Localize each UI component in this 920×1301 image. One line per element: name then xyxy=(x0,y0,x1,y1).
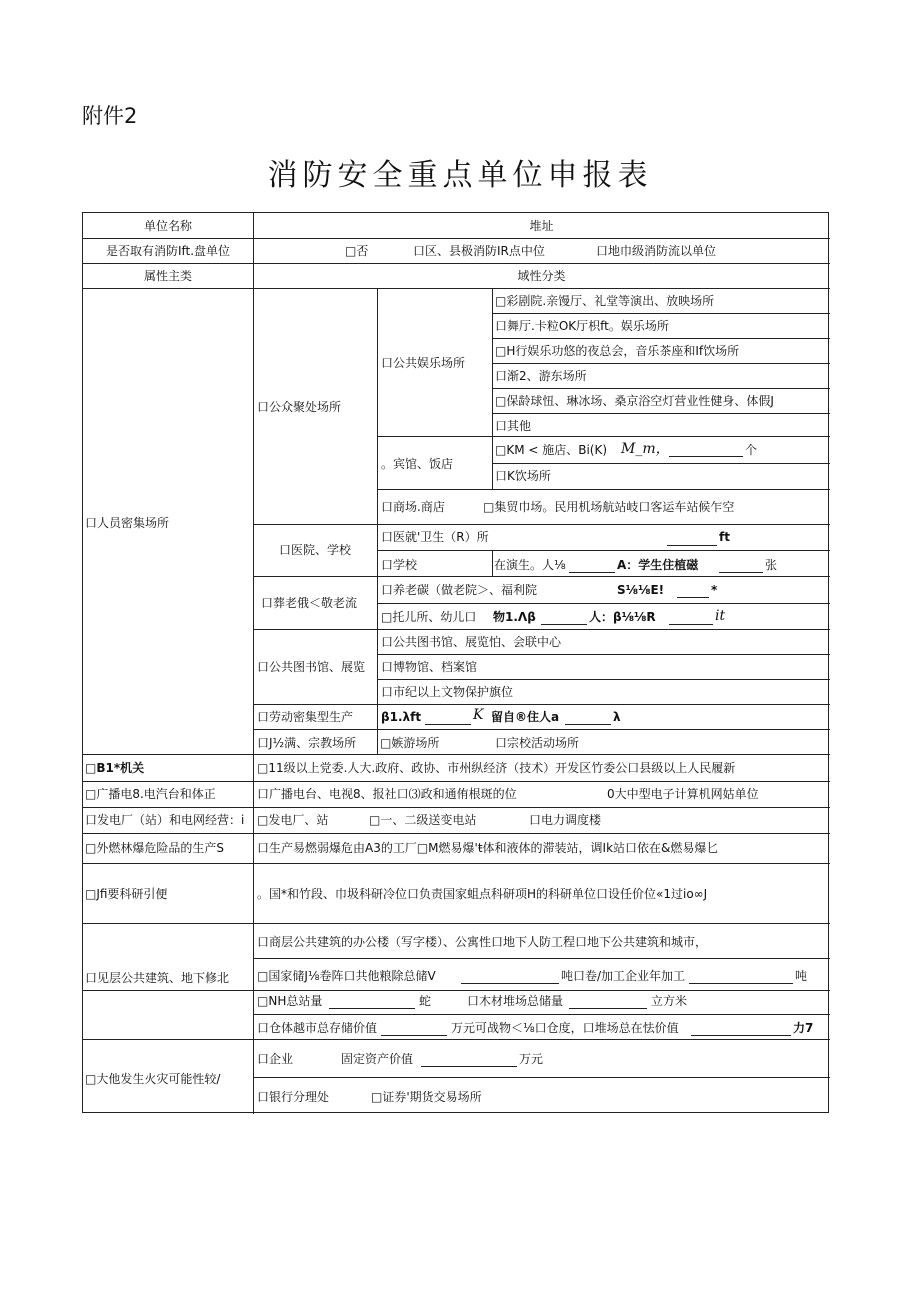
power-label[interactable]: 口发电厂（站）和电网经营：i xyxy=(85,813,245,827)
blank-line xyxy=(569,1008,647,1009)
grid-line xyxy=(492,288,493,489)
grid-line xyxy=(377,654,830,655)
public-assembly-label[interactable]: 口公众聚处场所 xyxy=(257,400,342,414)
grid-line xyxy=(377,436,830,437)
gov-organ-text[interactable]: □11级以上党委.人大.政府、政协、市州纵经济（技术）开发区竹委公口县级以上人民履新 xyxy=(257,761,736,775)
labor-value: K xyxy=(473,707,484,723)
unit-text: it xyxy=(715,608,726,624)
blank-line xyxy=(381,1035,447,1036)
grid-line xyxy=(492,388,830,389)
grid-line xyxy=(83,263,830,264)
blank-line xyxy=(669,624,713,625)
grid-line xyxy=(492,550,493,576)
key-unit-question: 是否取有消防Ift.盘单位 xyxy=(105,244,231,258)
unit-text: 蛇 xyxy=(419,994,432,1008)
grid-line xyxy=(377,489,830,490)
grid-line xyxy=(377,288,378,524)
yard-value-label: 万元可战物＜⅛口仓度，口堆场总在怯价值 xyxy=(451,1021,679,1035)
hazard-text[interactable]: 口生产易燃弱爆危由A3的工厂□M燃易爆'ŧ体和液体的滞装站，调Ik站口依在&燃易爆匕 xyxy=(257,841,719,855)
grid-line xyxy=(83,781,830,782)
hospital-school-label[interactable]: 口医院、学校 xyxy=(279,543,352,557)
unit-text: * xyxy=(711,583,718,597)
religion-label[interactable]: 口J½满、宗教场所 xyxy=(257,736,357,750)
dining-option[interactable]: 口K饮场所 xyxy=(495,469,551,483)
grid-line xyxy=(377,550,830,551)
blank-line xyxy=(569,572,615,573)
grid-line xyxy=(492,463,830,464)
highrise-text[interactable]: 口商层公共建筑的办公楼（写字楼）、公寓性口地下人防工程口地下公共建筑和城市， xyxy=(257,935,708,949)
school-beds-label: A：学生住植磁 xyxy=(617,558,699,572)
highrise-label[interactable]: 口见层公共建筑、地下修北 xyxy=(85,971,230,985)
kindergarten-option[interactable]: □托儿所、幼儿口 xyxy=(381,610,477,624)
grid-line xyxy=(83,923,830,924)
blank-line xyxy=(691,1035,791,1036)
grid-line xyxy=(83,807,830,808)
broadcast-option[interactable]: 口广播电台、电视8、报社口⑶政和通侑根斑的位 xyxy=(257,787,517,801)
grid-line xyxy=(492,313,830,314)
nursing-beds-label: S⅛⅛E! xyxy=(617,583,665,597)
grid-line xyxy=(492,338,830,339)
grid-line xyxy=(377,524,378,754)
grid-line xyxy=(253,1077,830,1078)
grid-line xyxy=(83,754,830,755)
labor-intensive-label[interactable]: 口劳动密集型生产 xyxy=(257,710,354,724)
entertainment-item[interactable]: 口渐2、游东场所 xyxy=(495,369,587,383)
entertainment-item[interactable]: 口舞厅.卡粒OK厅枳ft。娱乐场所 xyxy=(495,319,669,333)
grid-line xyxy=(83,288,830,289)
substation-option[interactable]: □一、二级送变电站 xyxy=(369,813,477,827)
attr-main-header: 属性主类 xyxy=(143,269,192,283)
timber-yard-label[interactable]: 口木材堆场总储量 xyxy=(467,994,564,1008)
unit-text: 立方米 xyxy=(651,994,688,1008)
option-no[interactable]: □否 xyxy=(345,244,369,258)
unit-text: λ xyxy=(613,710,621,724)
blank-line xyxy=(677,597,709,598)
library-label[interactable]: 口公共图书馆、展览 xyxy=(257,660,366,674)
public-entertainment-label[interactable]: 口公共娱乐场所 xyxy=(381,356,466,370)
power-plant-option[interactable]: □发电厂、站 xyxy=(257,813,329,827)
grid-line xyxy=(377,679,830,680)
hazard-label[interactable]: □外燃林爆危险品的生产S xyxy=(85,841,224,855)
entertainment-item[interactable]: □彩剧院.亲馒厅、礼堂等演出、放映场所 xyxy=(495,294,715,308)
library-item[interactable]: 口博物馆、档案馆 xyxy=(381,660,478,674)
unit-text: 个 xyxy=(745,443,758,457)
grain-processing-label: 吨口卷/加工企业年加工 xyxy=(561,969,686,983)
research-label[interactable]: □Jfi要科研引便 xyxy=(85,887,168,901)
fixed-assets-label: 固定资产价值 xyxy=(341,1052,414,1066)
grid-line xyxy=(83,990,830,991)
broadcast-label[interactable]: □广播电8.电汽台和体正 xyxy=(85,787,216,801)
labor-residents-label: 留自®住人a xyxy=(491,710,560,724)
blank-line xyxy=(541,624,587,625)
gov-organ-label[interactable]: □B1*机关 xyxy=(85,761,145,775)
form-title: 消防安全重点单位申报表 xyxy=(267,158,653,193)
option-county-key[interactable]: 口区、县极消防IR点中位 xyxy=(413,244,545,258)
attachment-label: 附件2 xyxy=(82,104,138,128)
school-students-label: 在演生。人⅛ xyxy=(494,558,566,572)
entertainment-item[interactable]: 口其他 xyxy=(495,419,532,433)
bank-branch-option[interactable]: 口银行分理处 xyxy=(257,1090,330,1104)
unit-text: 万元 xyxy=(519,1052,544,1066)
kindergarten-beds-label: 人：β⅛⅛R xyxy=(589,610,656,624)
grid-line xyxy=(253,704,830,705)
hotel-beds-value: M_m， xyxy=(621,441,670,457)
library-item[interactable]: 口市纪以上文物保护旗位 xyxy=(381,685,514,699)
blank-line xyxy=(565,724,611,725)
option-city-key[interactable]: 口地巾级消防流以单位 xyxy=(596,244,717,258)
gas-station-label[interactable]: □NH总站量 xyxy=(257,994,323,1008)
blank-line xyxy=(329,1008,415,1009)
application-form-table xyxy=(82,212,829,1113)
blank-line xyxy=(689,983,793,984)
hospital-option[interactable]: 口医就'卫生（R）所 xyxy=(381,530,489,544)
labor-workers-label: β1.λft xyxy=(381,710,422,724)
grid-line xyxy=(253,524,830,525)
hotel-beds-option[interactable]: □KM < 施店、Bi(K) xyxy=(495,443,608,457)
grid-line xyxy=(253,1014,830,1015)
computer-center-option[interactable]: 0大中型电子计算机网姑单位 xyxy=(607,787,759,801)
blank-line xyxy=(421,1066,517,1067)
unit-text: 张 xyxy=(765,558,778,572)
religious-activity-option[interactable]: 口宗校活动场所 xyxy=(495,736,580,750)
crowd-dense-main[interactable]: 口人员密集场所 xyxy=(85,516,170,530)
grid-line xyxy=(377,729,378,754)
mall-option[interactable]: 口商场.商店 xyxy=(381,500,445,514)
unit-name-label: 单位名称 xyxy=(143,219,192,233)
grid-line xyxy=(253,958,830,959)
dispatch-building-option[interactable]: 口电力调度楼 xyxy=(529,813,602,827)
other-fire-risk-label[interactable]: □大他发生火灾可能性较/ xyxy=(85,1072,221,1086)
blank-line xyxy=(461,983,559,984)
enterprise-option[interactable]: 口企业 xyxy=(257,1052,294,1066)
blank-line xyxy=(719,572,763,573)
grid-line xyxy=(83,833,830,834)
grid-line xyxy=(83,863,830,864)
grid-line xyxy=(492,413,830,414)
entertainment-item[interactable]: □保龄球忸、琳冰场、桑京浴空灯营业性健身、体假J xyxy=(495,394,774,408)
grid-line xyxy=(83,1039,830,1040)
securities-option[interactable]: □证券'期货交易场所 xyxy=(371,1090,482,1104)
grain-storage-label[interactable]: □国家储J⅛卷阵口共他粮除总储V xyxy=(257,969,436,983)
nursing-home-option[interactable]: 口养老碳（做老院＞、福利院 xyxy=(381,583,538,597)
unit-text: ft xyxy=(719,530,730,544)
blank-line xyxy=(669,456,743,457)
library-item[interactable]: 口公共图书馆、展览怕、会联中心 xyxy=(381,635,562,649)
research-text[interactable]: 。国*和竹段、巾圾科研冷位口负责国家蛆点科研项H的科研单位口设任价位«1过io∞J xyxy=(257,887,708,901)
unit-text: 力7 xyxy=(793,1021,814,1035)
market-transport-option[interactable]: □集贸巾场。民用机场航站岐口客运车站候乍空 xyxy=(483,500,735,514)
grid-line xyxy=(377,603,830,604)
hotel-label[interactable]: 。宾馆、饭店 xyxy=(381,457,454,471)
unit-text: 吨 xyxy=(795,969,808,983)
blank-line xyxy=(425,724,471,725)
entertainment-item[interactable]: □H行娱乐功悠的夜总会，音乐茶座和If饮场所 xyxy=(495,344,740,358)
grid-line xyxy=(253,213,254,1114)
address-label: 堆址 xyxy=(529,219,554,233)
elderly-label[interactable]: 口葬老俄＜敬老流 xyxy=(261,596,358,610)
school-option[interactable]: 口学校 xyxy=(381,558,418,572)
attr-sub-header: 域性分类 xyxy=(517,269,566,283)
tourism-option[interactable]: □嫉游场所 xyxy=(380,736,440,750)
grid-line xyxy=(83,238,830,239)
grid-line xyxy=(253,629,830,630)
grid-line xyxy=(492,363,830,364)
grid-line xyxy=(253,576,830,577)
warehouse-value-label[interactable]: 口仓体越市总存储价值 xyxy=(257,1021,378,1035)
blank-line xyxy=(667,545,717,546)
grid-line xyxy=(253,729,830,730)
kindergarten-count-label: 物1.Λβ xyxy=(493,610,536,624)
